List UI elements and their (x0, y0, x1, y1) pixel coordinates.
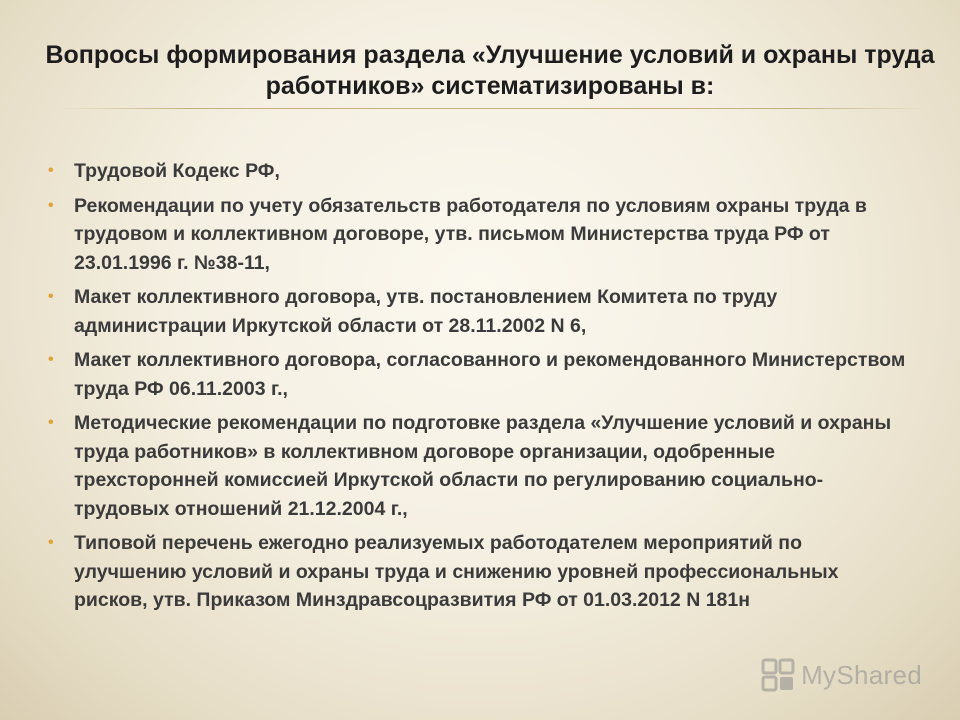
bullet-text: Методические рекомендации по подготовке раздела «Улучшение условий и охраны труда работников» в коллективном договоре организации, одобренные трехсторонней комиссией Иркутской области по регулированию социально-трудовых отношений 21.12.2004 г., (74, 412, 892, 520)
myshared-logo-icon (761, 658, 795, 692)
bullet-dot-icon: • (48, 288, 54, 305)
bullet-text: Трудовой Кодекс РФ, (74, 160, 280, 182)
watermark-text: MyShared (801, 659, 922, 690)
bullet-text: Типовой перечень ежегодно реализуемых работодателем мероприятий по улучшению условий и охраны труда и снижению уровней профессиональных рисков, утв. Приказом Минздравсоцразвития РФ от 01.03.2012 N 181н (74, 532, 839, 611)
bullet-list (48, 157, 908, 621)
bullet-dot-icon: • (48, 534, 54, 551)
bullet-text: Макет коллективного договора, согласованного и рекомендованного Министерством труда РФ 06.11.2003 г., (74, 349, 906, 400)
bullet-dot-icon: • (48, 351, 54, 368)
bullet-item (48, 346, 908, 403)
watermark (761, 658, 922, 692)
slide-title: Вопросы формирования раздела «Улучшение условий и охраны труда работников» систематизированы в: (45, 41, 935, 100)
bullet-text: Макет коллективного договора, утв. постановлением Комитета по труду администрации Иркутской области от 28.11.2002 N 6, (74, 286, 778, 337)
title-divider (58, 108, 928, 109)
bullet-item (48, 283, 908, 340)
bullet-dot-icon: • (48, 196, 54, 214)
bullet-dot-icon: • (48, 162, 54, 179)
bullet-item (48, 409, 908, 523)
bullet-item (48, 192, 908, 278)
bullet-dot-icon: • (48, 414, 54, 431)
bullet-item (48, 157, 908, 186)
bullet-item (48, 529, 908, 615)
bullet-text: Рекомендации по учету обязательств работодателя по условиям охраны труда в трудовом и коллективном договоре, утв. письмом Министерства труда РФ от 23.01.1996 г. №38-11, (74, 194, 867, 274)
